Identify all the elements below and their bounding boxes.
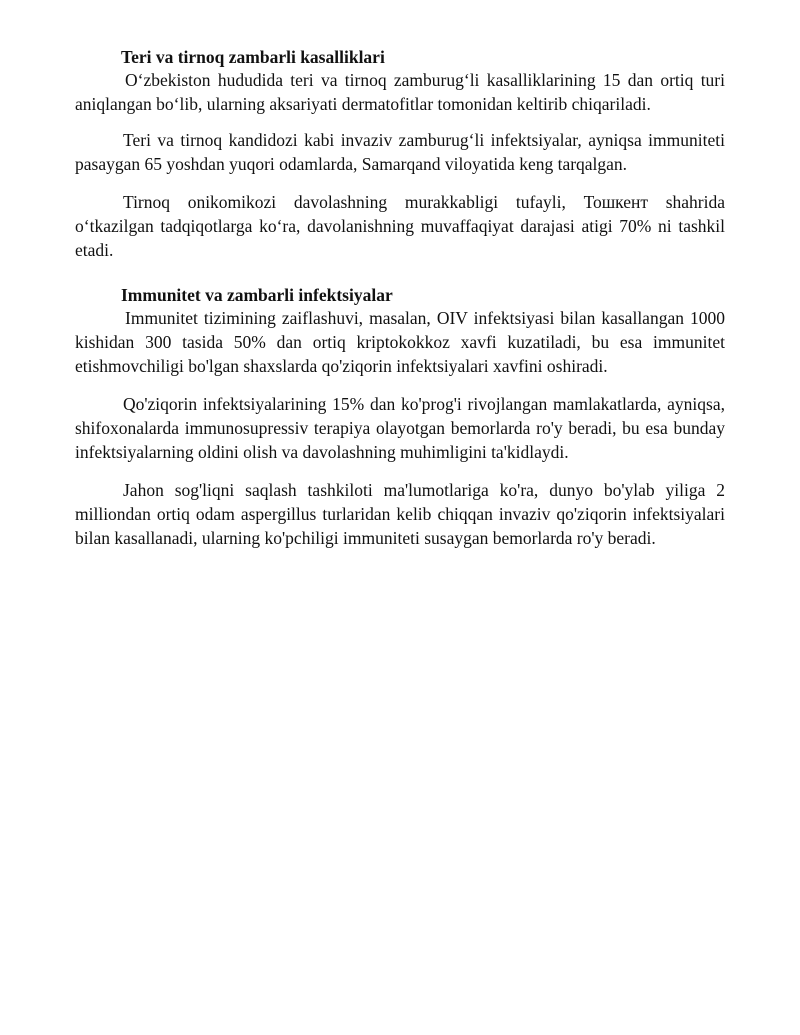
paragraph: Jahon sog'liqni saqlash tashkiloti ma'lumotlariga ko'ra, dunyo bo'ylab yiliga 2 milliondan ortiq odam aspergillus turlaridan kelib chiqqan invaziv qo'ziqorin infektsiyalari bilan kasallanadi, ularning ko'pchiligi immuniteti susaygan bemorlarda ro'y beradi. — [75, 480, 725, 548]
paragraph: Immunitet tizimining zaiflashuvi, masalan, OIV infektsiyasi bilan kasallangan 1000 kishidan 300 tasida 50% dan ortiq kriptokokkoz xavfi kuzatiladi, bu esa immunitet etishmovchiligi bo'lgan shaxslarda qo'ziqorin infektsiyalari xavfini oshiradi. — [75, 308, 725, 376]
paragraph: Teri va tirnoq kandidozi kabi invaziv zamburug‘li infektsiyalar, ayniqsa immuniteti pasaygan 65 yoshdan yuqori odamlarda, Samarqand viloyatida keng tarqalgan. — [75, 130, 725, 174]
document-page — [75, 46, 725, 550]
paragraph: Tirnoq onikomikozi davolashning murakkabligi tufayli, Тошкент shahrida o‘tkazilgan tadqiqotlarga ko‘ra, davolanishning muvaffaqiyat darajasi atigi 70% ni tashkil etadi. — [75, 192, 725, 260]
section-skin-nail-fungal-diseases — [75, 46, 725, 262]
paragraph: Qo'ziqorin infektsiyalarining 15% dan ko'prog'i rivojlangan mamlakatlarda, ayniqsa, shifoxonalarda immunosupressiv terapiya olayotgan bemorlarda ro'y beradi, bu esa bunday infektsiyalarning oldini olish va davolashning muhimligini ta'kidlaydi. — [75, 394, 725, 462]
section-heading: Immunitet va zambarli infektsiyalar — [121, 285, 393, 305]
section-heading: Teri va tirnoq zambarli kasalliklari — [121, 47, 385, 67]
section-immunity-fungal-infections — [75, 284, 725, 550]
paragraph: O‘zbekiston hududida teri va tirnoq zamburug‘li kasalliklarining 15 dan ortiq turi aniqlangan bo‘lib, ularning aksariyati dermatofitlar tomonidan keltirib chiqariladi. — [75, 70, 725, 114]
